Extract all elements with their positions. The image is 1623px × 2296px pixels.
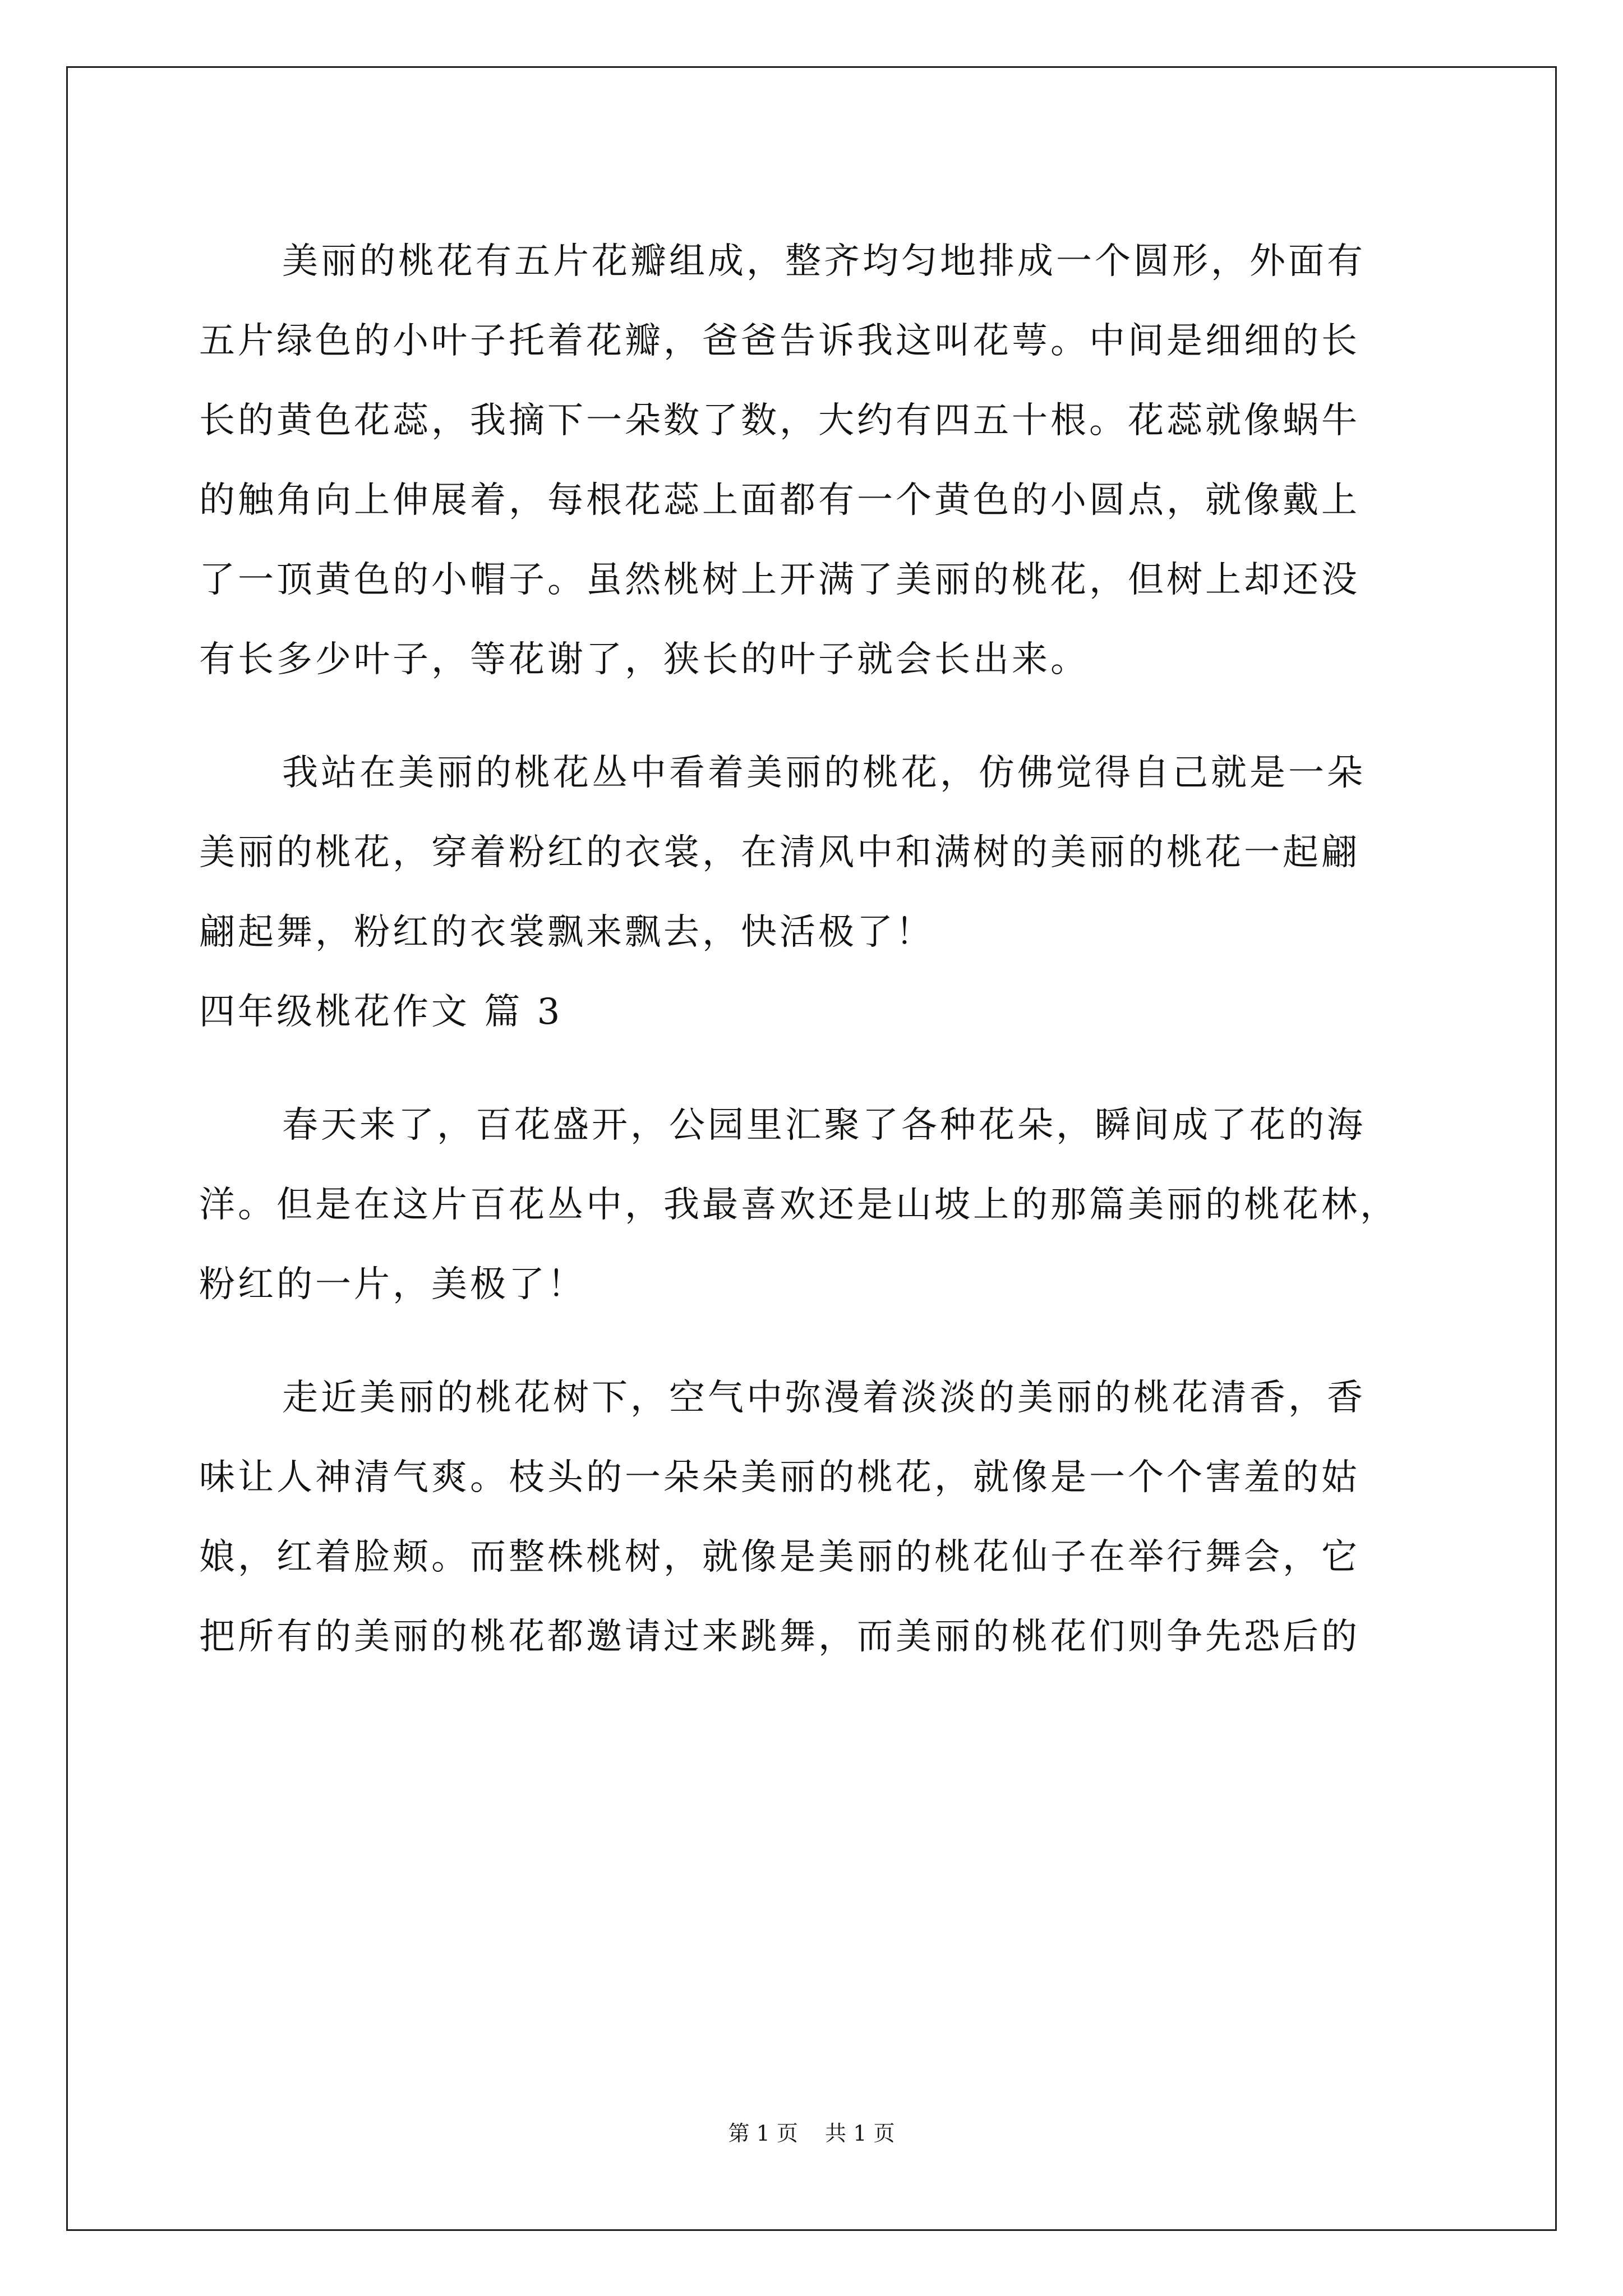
paragraph-line: 把所有的美丽的桃花都邀请过来跳舞，而美丽的桃花们则争先恐后的 [199, 1616, 1360, 1658]
paragraph-line: 了一顶黄色的小帽子。虽然桃树上开满了美丽的桃花，但树上却还没 [199, 559, 1360, 601]
document-body [199, 222, 1427, 1677]
paragraph-line: 的触角向上伸展着，每根花蕊上面都有一个黄色的小圆点，就像戴上 [199, 480, 1360, 521]
paragraph-spacer [199, 700, 1427, 733]
paragraph-line: 粉红的一片，美极了！ [199, 1264, 586, 1305]
paragraph-line: 有长多少叶子，等花谢了，狭长的叶子就会长出来。 [199, 639, 1089, 680]
paragraph-spacer [199, 1052, 1427, 1085]
paragraph-line: 翩起舞，粉红的衣裳飘来飘去，快活极了！ [199, 912, 934, 953]
paragraph-line: 长的黄色花蕊，我摘下一朵数了数，大约有四五十根。花蕊就像蜗牛 [199, 400, 1360, 441]
paragraph-line: 五片绿色的小叶子托着花瓣，爸爸告诉我这叫花萼。中间是细细的长 [199, 320, 1360, 362]
paragraph [199, 733, 1427, 972]
paragraph-line: 我站在美丽的桃花丛中看着美丽的桃花，仿佛觉得自己就是一朵 [282, 752, 1366, 794]
paragraph-line: 洋。但是在这片百花丛中，我最喜欢还是山坡上的那篇美丽的桃花林， [199, 1184, 1399, 1226]
paragraph-line: 春天来了，百花盛开，公园里汇聚了各种花朵，瞬间成了花的海 [282, 1105, 1366, 1146]
paragraph-line: 娘，红着脸颊。而整株桃树，就像是美丽的桃花仙子在举行舞会，它 [199, 1536, 1360, 1578]
paragraph-line: 走近美丽的桃花树下，空气中弥漫着淡淡的美丽的桃花清香，香 [282, 1377, 1366, 1419]
paragraph [199, 1085, 1427, 1324]
paragraph [199, 1358, 1427, 1677]
paragraph-line: 美丽的桃花，穿着粉红的衣裳，在清风中和满树的美丽的桃花一起翩 [199, 832, 1360, 873]
page-footer: 第 1 页 共 1 页 [728, 2121, 895, 2146]
paragraph-line: 美丽的桃花有五片花瓣组成，整齐均匀地排成一个圆形，外面有 [282, 241, 1366, 282]
paragraph-line: 味让人神清气爽。枝头的一朵朵美丽的桃花，就像是一个个害羞的姑 [199, 1457, 1360, 1498]
section-heading: 四年级桃花作文 篇 3 [199, 991, 563, 1033]
paragraph [199, 222, 1427, 700]
paragraph-spacer [199, 1324, 1427, 1358]
